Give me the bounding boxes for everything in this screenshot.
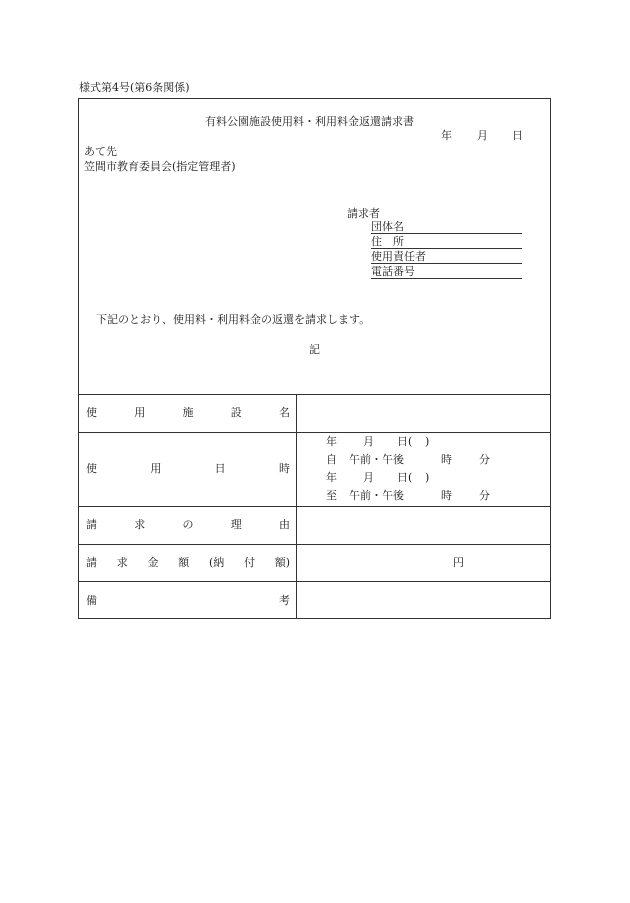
dt4-minute: 分: [479, 489, 490, 502]
amount-yen-unit: 円: [453, 556, 464, 569]
dt2-ampm: 午前・午後: [349, 453, 404, 466]
field-responsible-person: 使用責任者: [371, 250, 426, 263]
field-group-name: 団体名: [371, 220, 404, 233]
label-usage-datetime: 使 用 日 時: [86, 462, 290, 475]
dt3-day: 日(: [397, 471, 413, 484]
requester-label: 請求者: [347, 207, 380, 220]
table-row-divider: [78, 581, 551, 582]
table-row-divider: [78, 506, 551, 507]
ki-mark: 記: [309, 343, 320, 356]
request-statement: 下記のとおり、使用料・利用料金の返還を請求します。: [96, 313, 371, 326]
addressee: 笠間市教育委員会(指定管理者): [84, 160, 236, 173]
field-address: 住 所: [371, 235, 404, 248]
address-underline: [371, 248, 522, 249]
dt2-minute: 分: [479, 453, 490, 466]
dt2-from: 自: [326, 453, 337, 466]
dt4-to: 至: [326, 489, 337, 502]
dt1-year: 年: [326, 435, 337, 448]
table-column-divider: [296, 394, 297, 619]
group-name-underline: [371, 233, 522, 234]
date-month-label: 月: [477, 129, 488, 142]
phone-underline: [371, 278, 522, 279]
date-day-label: 日: [512, 129, 523, 142]
dt4-ampm: 午前・午後: [349, 489, 404, 502]
table-top-border: [78, 394, 551, 395]
field-phone: 電話番号: [371, 265, 415, 278]
dt1-month: 月: [363, 435, 374, 448]
dt3-month: 月: [363, 471, 374, 484]
dt1-day: 日(: [397, 435, 413, 448]
form-number: 様式第4号(第6条関係): [79, 81, 190, 94]
table-row-divider: [78, 432, 551, 433]
label-remarks: 備 考: [86, 594, 290, 607]
dt3-close: ): [425, 471, 430, 484]
label-request-amount: 請 求 金 額 (納 付 額): [86, 556, 290, 569]
date-year-label: 年: [441, 129, 452, 142]
dt4-hour: 時: [441, 489, 452, 502]
table-row-divider: [78, 544, 551, 545]
addressee-label: あて先: [84, 145, 117, 158]
form-frame: [78, 98, 551, 619]
dt3-year: 年: [326, 471, 337, 484]
responsible-person-underline: [371, 263, 522, 264]
label-request-reason: 請 求 の 理 由: [86, 518, 290, 531]
dt2-hour: 時: [441, 453, 452, 466]
dt1-close: ): [425, 435, 430, 448]
label-facility-name: 使 用 施 設 名: [86, 406, 290, 419]
form-title: 有料公園施設使用料・利用料金返還請求書: [205, 115, 414, 128]
